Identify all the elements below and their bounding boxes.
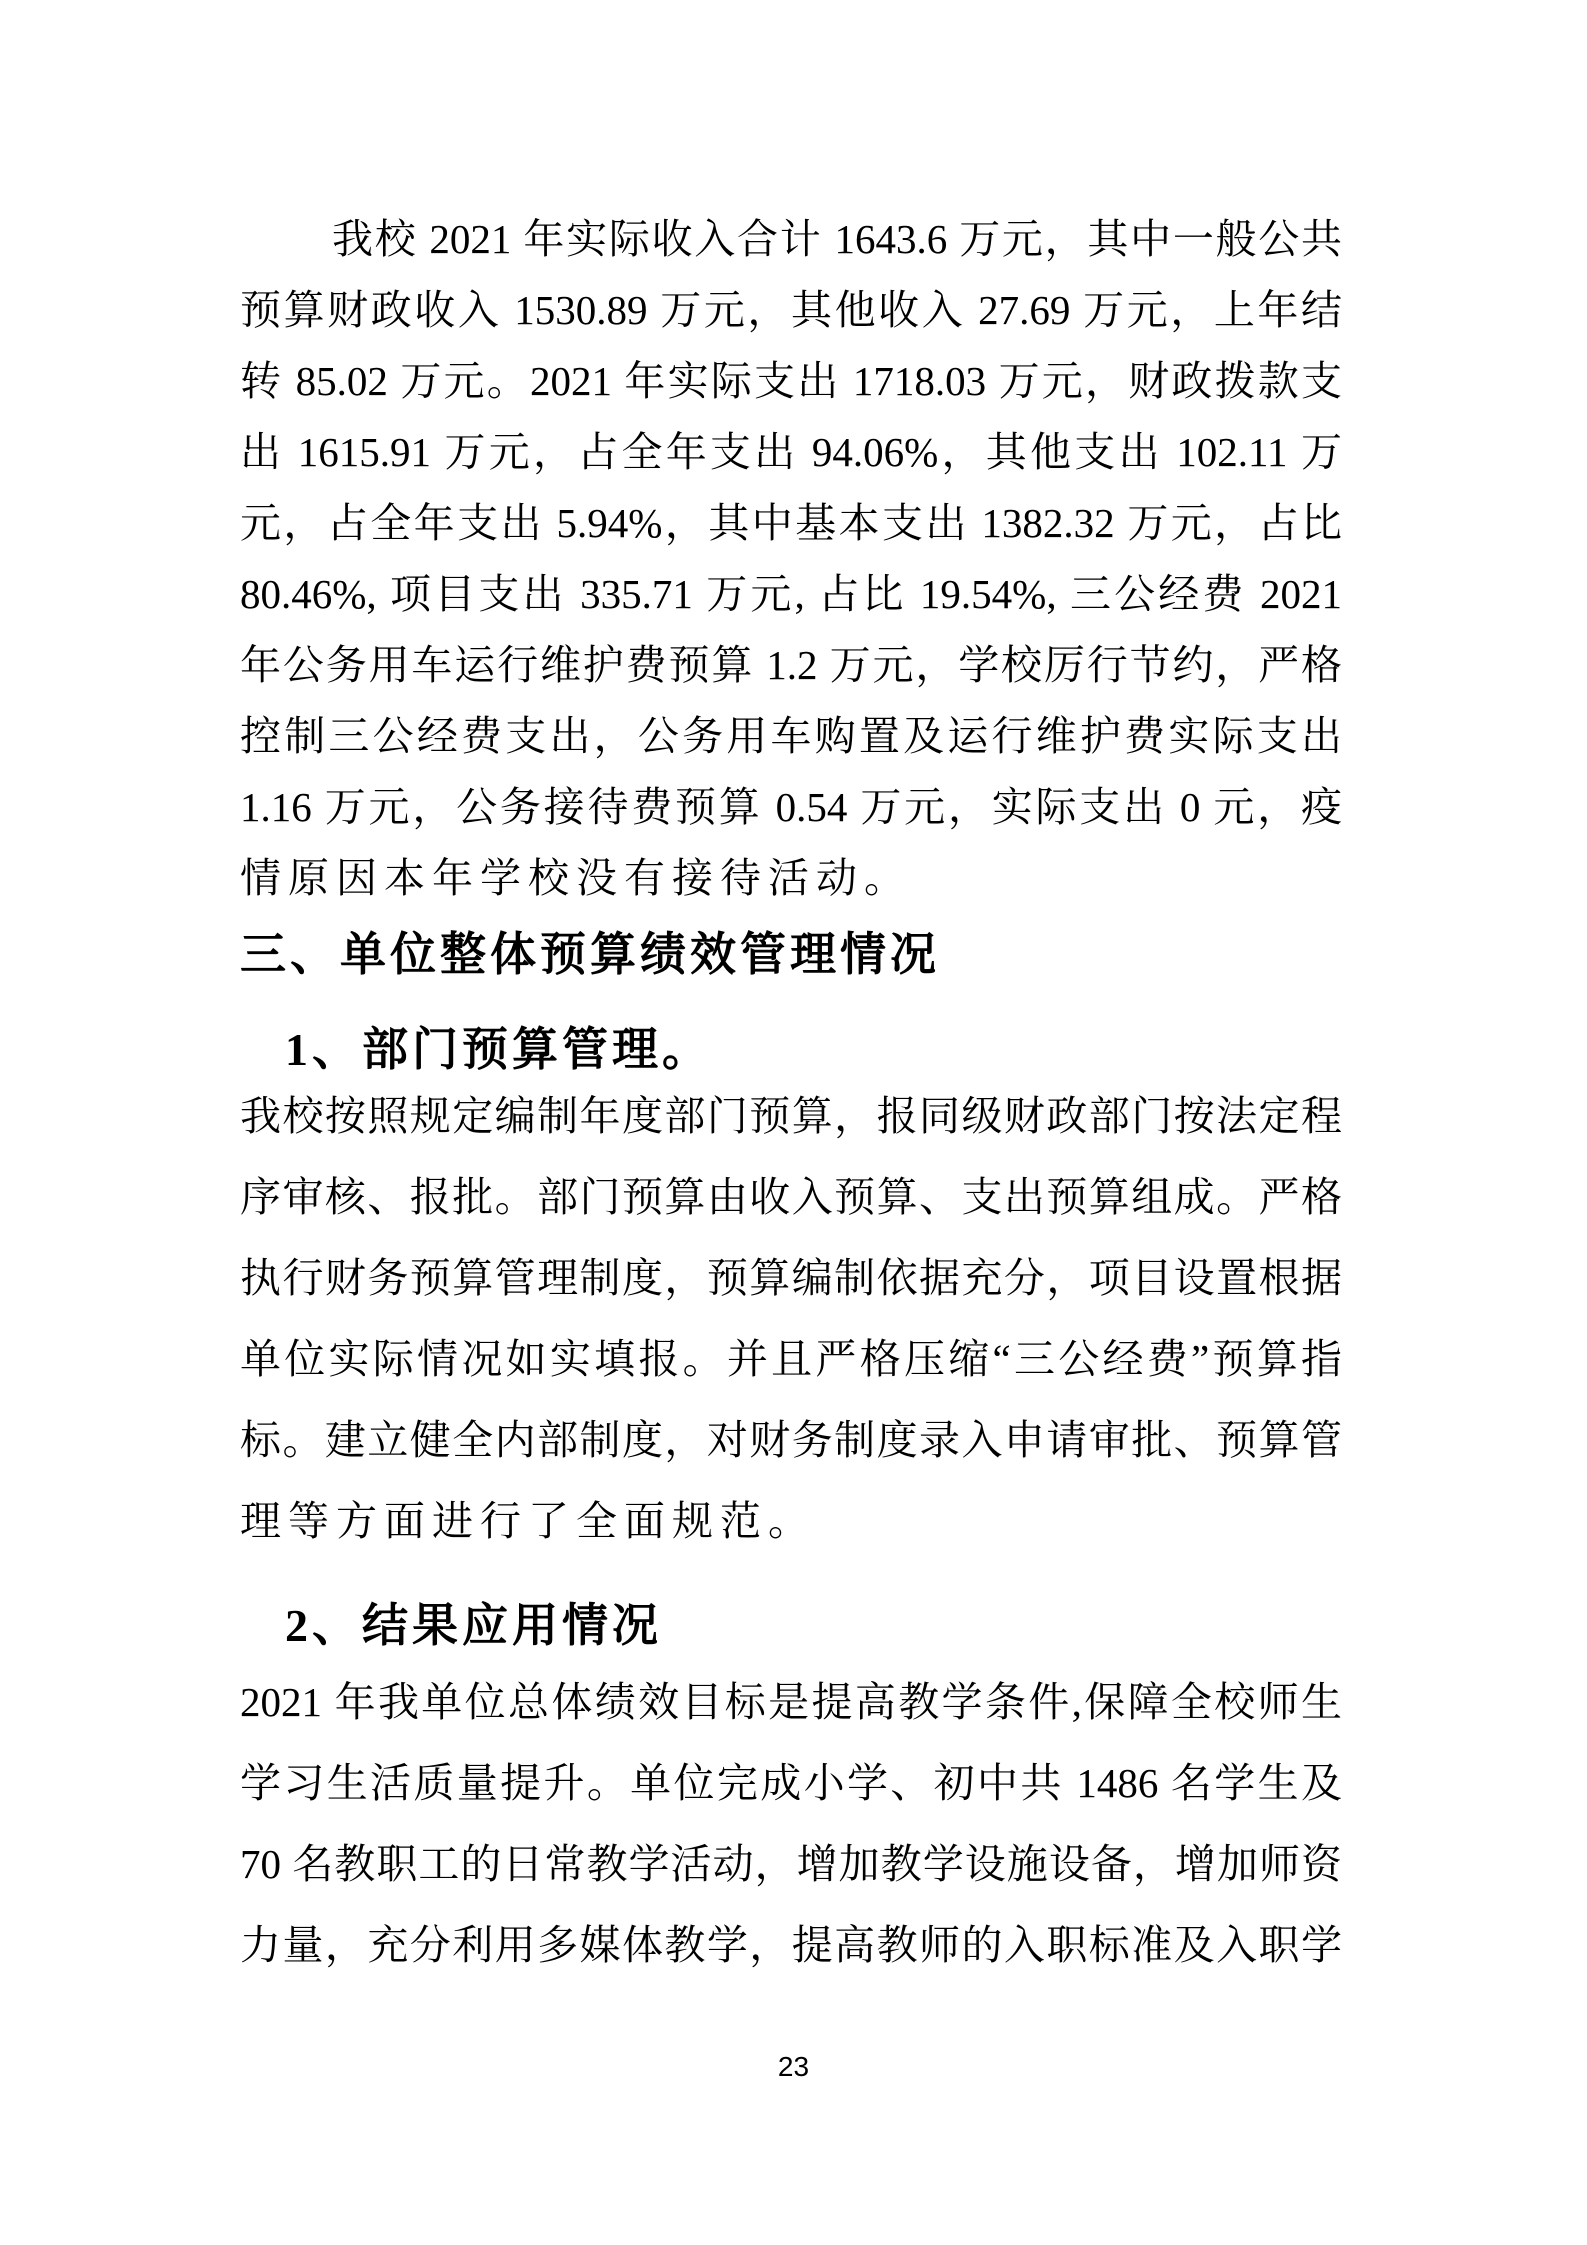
text-line: 控制三公经费支出，公务用车购置及运行维护费实际支出 [240,713,1342,759]
paragraph-income-expense-summary [240,204,1342,914]
text-line: 执行财务预算管理制度，预算编制依据充分，项目设置根据 [240,1255,1342,1301]
text-line: 出 1615.91 万元，占全年支出 94.06%，其他支出 102.11 万 [240,429,1342,475]
subsection-heading-department-budget: 1、部门预算管理。 [285,1024,712,1075]
text-line: 序审核、报批。部门预算由收入预算、支出预算组成。严格 [240,1174,1342,1220]
text-line: 转 85.02 万元。2021 年实际支出 1718.03 万元，财政拨款支 [240,358,1342,404]
document-content [240,204,1342,1986]
section-heading-budget-performance: 三、单位整体预算绩效管理情况 [240,929,940,980]
text-line: 单位实际情况如实填报。并且严格压缩“三公经费”预算指 [240,1336,1342,1382]
text-line: 预算财政收入 1530.89 万元，其他收入 27.69 万元，上年结 [240,287,1342,333]
paragraph-result-application [240,1662,1342,1986]
text-line: 年公务用车运行维护费预算 1.2 万元，学校厉行节约，严格 [240,642,1342,688]
subsection-heading-result-application: 2、结果应用情况 [285,1600,662,1651]
text-line: 1.16 万元，公务接待费预算 0.54 万元，实际支出 0 元，疫 [240,784,1342,830]
text-line: 理等方面进行了全面规范。 [240,1498,816,1544]
paragraph-budget-management [240,1076,1342,1562]
text-line: 情原因本年学校没有接待活动。 [240,855,912,901]
text-line: 学习生活质量提升。单位完成小学、初中共 1486 名学生及 [240,1760,1342,1806]
text-line: 标。建立健全内部制度，对财务制度录入申请审批、预算管 [240,1417,1342,1463]
text-line: 元，占全年支出 5.94%，其中基本支出 1382.32 万元，占比 [240,500,1342,546]
text-line: 70 名教职工的日常教学活动，增加教学设施设备，增加师资 [240,1841,1342,1887]
text-line: 2021 年我单位总体绩效目标是提高教学条件,保障全校师生 [240,1679,1342,1725]
text-line: 力量，充分利用多媒体教学，提高教师的入职标准及入职学 [240,1922,1342,1968]
text-line: 80.46%, 项目支出 335.71 万元, 占比 19.54%, 三公经费 2021 [240,571,1342,617]
text-line: 我校 2021 年实际收入合计 1643.6 万元，其中一般公共 [332,216,1342,262]
page-number: 23 [777,2051,810,2082]
text-line: 我校按照规定编制年度部门预算，报同级财政部门按法定程 [240,1093,1342,1139]
